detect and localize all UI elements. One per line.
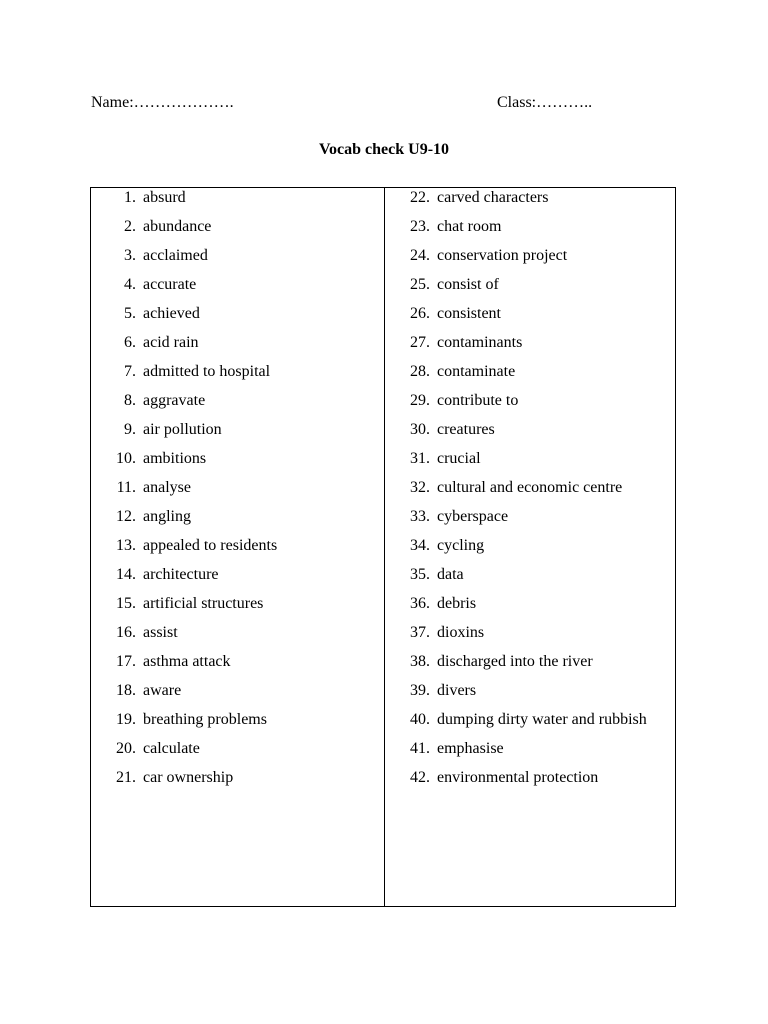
vocab-item (385, 304, 675, 333)
vocab-item-term: discharged into the river (437, 653, 593, 670)
vocab-item-number: 31. (410, 450, 430, 467)
vocab-item-number: 26. (410, 305, 430, 322)
vocab-item (91, 536, 383, 565)
vocab-item-term: debris (437, 595, 477, 612)
vocab-item-number: 27. (410, 334, 430, 351)
vocab-item (91, 652, 383, 681)
vocab-item-number: 6. (124, 334, 136, 351)
vocab-item-term: air pollution (143, 421, 222, 438)
vocab-item-number: 41. (410, 740, 430, 757)
vocab-item-term: dioxins (437, 624, 485, 641)
vocab-item-term: achieved (143, 305, 200, 322)
vocab-item-number: 16. (116, 624, 136, 641)
vocab-item (385, 739, 675, 768)
vocab-item-term: abundance (143, 218, 212, 235)
vocab-item-number: 24. (410, 247, 430, 264)
vocab-item-number: 18. (116, 682, 136, 699)
vocab-item-number: 36. (410, 595, 430, 612)
vocab-item (91, 681, 383, 710)
vocab-item-term: contribute to (437, 392, 519, 409)
vocab-item-number: 12. (116, 508, 136, 525)
vocab-item (91, 478, 383, 507)
vocab-item (91, 507, 383, 536)
vocab-item-number: 30. (410, 421, 430, 438)
vocab-item (385, 652, 675, 681)
vocab-item (385, 536, 675, 565)
vocab-item (385, 478, 675, 507)
vocab-item-number: 5. (124, 305, 136, 322)
vocab-column-right (385, 188, 675, 797)
vocab-item-number: 2. (124, 218, 136, 235)
vocab-item (385, 710, 675, 739)
class-field-label: Class:……….. (497, 94, 593, 111)
vocab-item-term: artificial structures (143, 595, 264, 612)
vocab-item-term: chat room (437, 218, 502, 235)
vocab-item-term: contaminants (437, 334, 523, 351)
vocab-item-term: data (437, 566, 464, 583)
vocab-item-term: calculate (143, 740, 200, 757)
vocab-item-term: accurate (143, 276, 197, 293)
vocab-item-number: 11. (116, 479, 136, 496)
vocab-item-number: 40. (410, 711, 430, 728)
vocab-item-term: consist of (437, 276, 499, 293)
vocab-item-term: cultural and economic centre (437, 479, 623, 496)
vocab-item (385, 275, 675, 304)
vocab-item-term: assist (143, 624, 178, 641)
vocab-item-number: 34. (410, 537, 430, 554)
vocab-item-number: 3. (124, 247, 136, 264)
vocab-item (91, 565, 383, 594)
vocab-item-term: consistent (437, 305, 501, 322)
vocab-item-term: asthma attack (143, 653, 231, 670)
vocab-item-number: 21. (116, 769, 136, 786)
vocab-item-number: 7. (124, 363, 136, 380)
vocab-item (91, 739, 383, 768)
vocab-item-number: 23. (410, 218, 430, 235)
vocab-item (91, 594, 383, 623)
vocab-item-number: 10. (116, 450, 136, 467)
vocab-item-number: 32. (410, 479, 430, 496)
vocab-item (385, 217, 675, 246)
vocab-item-term: emphasise (437, 740, 504, 757)
vocab-item-term: creatures (437, 421, 495, 438)
name-field-label: Name:………………. (91, 94, 234, 111)
vocab-item-number: 25. (410, 276, 430, 293)
vocab-item (385, 362, 675, 391)
vocab-item (385, 333, 675, 362)
vocab-item-number: 22. (410, 189, 430, 206)
vocab-item-number: 39. (410, 682, 430, 699)
vocab-item (385, 188, 675, 217)
vocab-item-number: 37. (410, 624, 430, 641)
vocab-item-number: 19. (116, 711, 136, 728)
vocab-item (385, 420, 675, 449)
vocab-item-number: 9. (124, 421, 136, 438)
vocab-item-number: 38. (410, 653, 430, 670)
vocab-item-term: cyberspace (437, 508, 509, 525)
vocab-item (91, 333, 383, 362)
vocab-item-number: 35. (410, 566, 430, 583)
vocab-item (91, 362, 383, 391)
vocab-item-number: 13. (116, 537, 136, 554)
vocab-item-term: appealed to residents (143, 537, 278, 554)
vocab-item-term: aware (143, 682, 182, 699)
vocab-item-term: car ownership (143, 769, 234, 786)
vocab-item-term: acclaimed (143, 247, 208, 264)
vocab-table (90, 187, 676, 907)
vocab-item (385, 507, 675, 536)
vocab-item (385, 681, 675, 710)
vocab-item (91, 246, 383, 275)
vocab-item-term: admitted to hospital (143, 363, 271, 380)
vocab-item-number: 20. (116, 740, 136, 757)
vocab-item-number: 29. (410, 392, 430, 409)
vocab-item-term: breathing problems (143, 711, 267, 728)
vocab-item-number: 28. (410, 363, 430, 380)
vocab-item (385, 391, 675, 420)
vocab-item (91, 188, 383, 217)
vocab-item (91, 768, 383, 797)
vocab-item (91, 449, 383, 478)
vocab-item-number: 8. (124, 392, 136, 409)
vocab-item-term: cycling (437, 537, 485, 554)
vocab-item-term: environmental protection (437, 769, 599, 786)
vocab-item (385, 565, 675, 594)
vocab-item-term: conservation project (437, 247, 568, 264)
vocab-item (91, 391, 383, 420)
vocab-item-term: aggravate (143, 392, 206, 409)
worksheet-title: Vocab check U9-10 (318, 141, 450, 158)
vocab-item-term: divers (437, 682, 477, 699)
vocab-item-term: carved characters (437, 189, 549, 206)
vocab-item (91, 275, 383, 304)
vocab-item (91, 217, 383, 246)
vocab-item (385, 246, 675, 275)
vocab-item-term: analyse (143, 479, 191, 496)
vocab-item (91, 304, 383, 333)
vocab-item (385, 449, 675, 478)
vocab-item-number: 1. (124, 189, 136, 206)
vocab-item-number: 15. (116, 595, 136, 612)
vocab-column-left (91, 188, 383, 797)
vocab-item (91, 623, 383, 652)
vocab-item-number: 17. (116, 653, 136, 670)
vocab-item (385, 768, 675, 797)
vocab-item-number: 4. (124, 276, 136, 293)
vocab-item-term: angling (143, 508, 191, 525)
vocab-item-number: 42. (410, 769, 430, 786)
vocab-item-term: dumping dirty water and rubbish (437, 711, 647, 728)
vocab-item (91, 710, 383, 739)
vocab-item (385, 623, 675, 652)
vocab-item-term: crucial (437, 450, 481, 467)
vocab-item-term: ambitions (143, 450, 207, 467)
vocab-item-term: acid rain (143, 334, 199, 351)
vocab-item-number: 33. (410, 508, 430, 525)
vocab-item-term: absurd (143, 189, 186, 206)
vocab-item-term: contaminate (437, 363, 516, 380)
vocab-item (91, 420, 383, 449)
vocab-item-number: 14. (116, 566, 136, 583)
vocab-item (385, 594, 675, 623)
vocab-item-term: architecture (143, 566, 219, 583)
